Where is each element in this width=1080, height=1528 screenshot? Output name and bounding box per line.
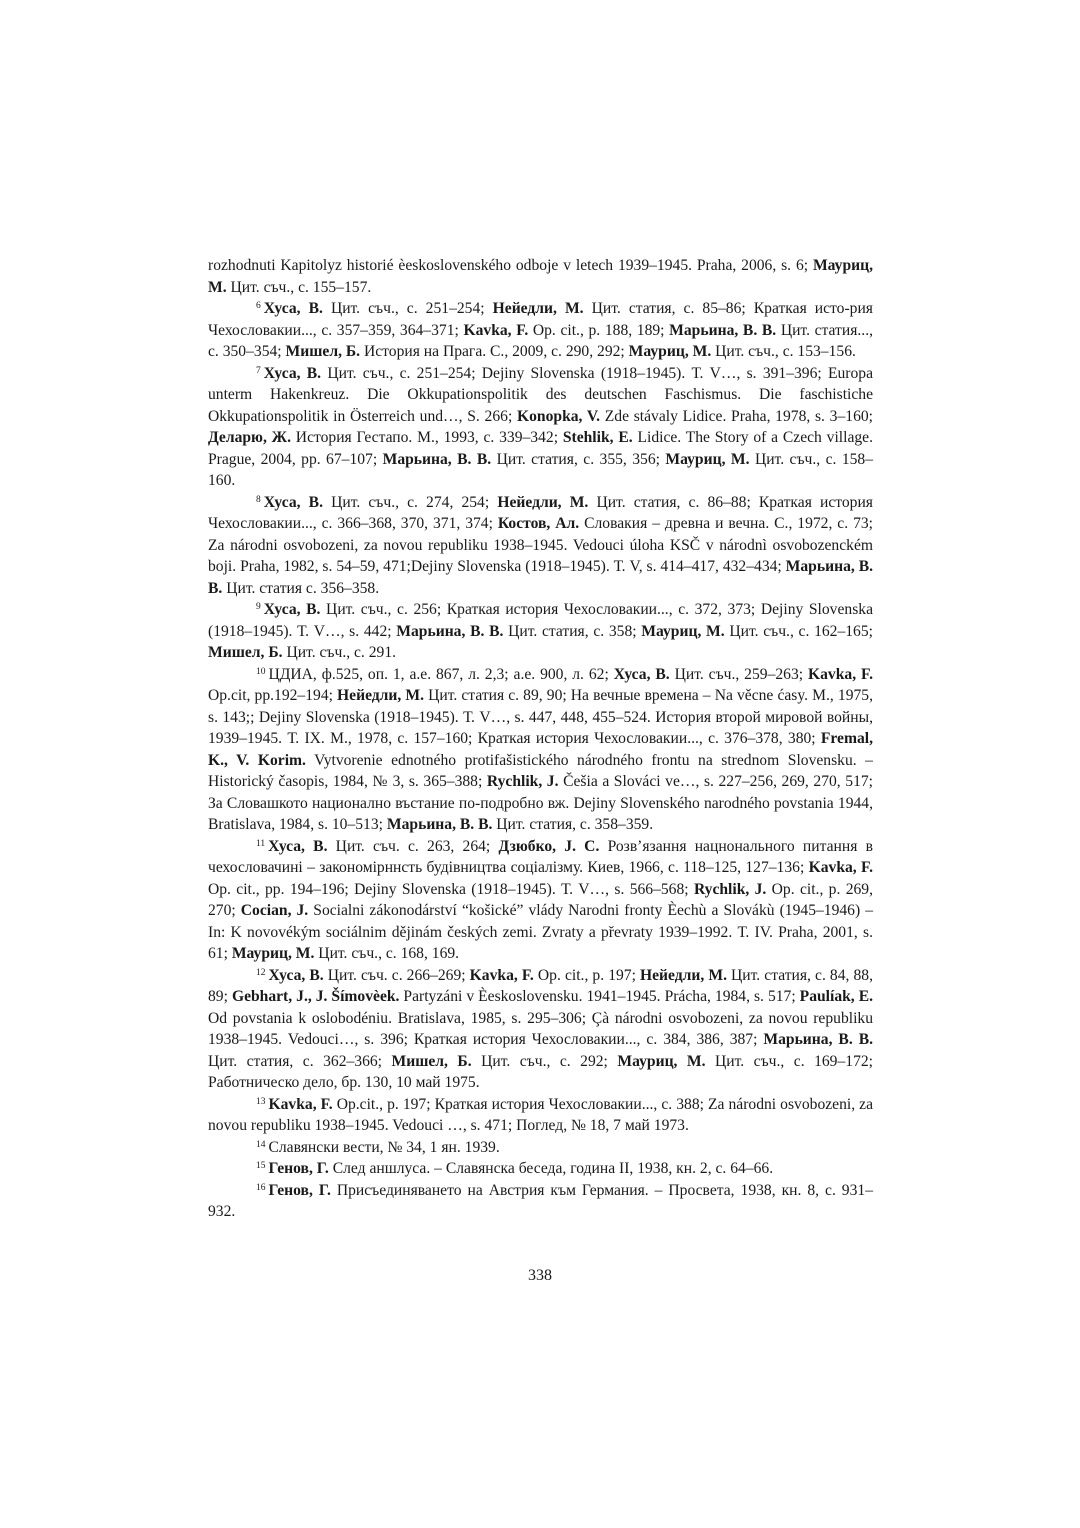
author-name: Kavka, F. — [808, 859, 874, 876]
author-name: Kavka, F. — [268, 1095, 333, 1113]
citation-text: Цит. статия, с. 358–359. — [492, 816, 654, 833]
citation-text: Op. cit., pp. 194–196; Dejiny Slovenska (1918–1945). Т. V…, s. 566–568; — [208, 880, 694, 898]
citation-text: Цит. съч., с. 274, 254; — [322, 493, 498, 511]
author-name: Мауриц, М. — [665, 450, 750, 468]
author-name: Paulíak, E. — [799, 988, 873, 1005]
author-name: Марьина, В. В. — [386, 816, 493, 833]
citation-text: rozhodnuti Kapitolyz historié èeskoslovenského odboje v letech 1939–1945. Praha, 2006, s. 6; — [208, 257, 813, 274]
citation-text: Socialni zákonodárství “košické” vlády Narodni fronty Èechù a Slovákù (1945–1946) – In: K novovékým sociálnim dějinám českých zemi. Zvraty a převraty 1939–1992. Т. IV. Praha, 2001, s. 61; — [208, 902, 874, 962]
citation-text: Цит. съч., с. 292; — [471, 1052, 618, 1070]
author-name: Мауриц, М. — [628, 343, 712, 360]
citation-text: Op.cit, pp.192–194; — [208, 687, 338, 704]
citation-text: Цит. съч., с. 155–157. — [226, 278, 372, 296]
citation-text: Цит. съч., с. 256; Краткая история Чехословакии..., с. 372, 373; Dejiny Slovenska (1918–1945). Т. V…, s. 442; — [208, 601, 873, 640]
footnote-number: 16 — [256, 1182, 266, 1193]
author-name: Мишел, Б. — [391, 1052, 472, 1070]
footnote-number: 7 — [256, 365, 261, 376]
citation-text: Цит. статия..., с. 350–354; — [208, 321, 873, 360]
author-name: Марьина, В. В. — [396, 622, 504, 640]
footnote-8 — [208, 492, 873, 600]
author-name: Марьина, В. В. — [763, 1031, 873, 1048]
footnote-number: 10 — [256, 666, 266, 677]
citation-text: ЦДИА, ф.525, оп. 1, а.е. 867, л. 2,3; а.е. 900, л. 62; — [268, 665, 614, 683]
citation-text: Цит. съч., с. 291. — [282, 644, 397, 661]
citation-text: Цит. статия, с. 85–86; Краткая исто-рия Чехословакии..., с. 357–359, 364–371; — [208, 300, 873, 339]
citation-text: История на Прага. С., 2009, с. 290, 292; — [360, 343, 629, 360]
author-name: Хуса, В. — [268, 966, 324, 984]
citation-text: Op.cit., p. 197; Краткая история Чехословакии..., с. 388; Za národni osvobozeni, za novou republiku 1938–1945. Vedouci …, s. 471; Поглед, № 18, 7 май 1973. — [208, 1095, 873, 1134]
author-name: Марьина, В. В. — [669, 321, 777, 339]
footnote-continuation — [208, 255, 873, 298]
citation-text: Присъединяването на Австрия към Германия. – Просвета, 1938, кн. 8, с. 931–932. — [208, 1181, 873, 1220]
author-name: Мишел, Б. — [208, 644, 283, 661]
author-name: Хуса, В. — [263, 493, 323, 511]
author-name: Генов, Г. — [268, 1181, 331, 1199]
citation-text: Цит. съч., с. 168, 169. — [314, 945, 460, 962]
author-name: Хуса, В. — [268, 837, 328, 855]
author-name: Деларю, Ж. — [208, 429, 291, 446]
citation-text: Цит. статия с. 356–358. — [222, 579, 380, 597]
footnote-15 — [208, 1158, 873, 1180]
author-name: Мауриц, М. — [641, 622, 725, 640]
footnotes-block — [208, 255, 873, 1223]
footnote-number: 8 — [256, 494, 261, 505]
citation-text: Zde stávaly Lidice. Praha, 1978, s. 3–160; — [600, 407, 873, 425]
footnote-number: 13 — [256, 1096, 266, 1107]
author-name: Мауриц, М. — [231, 945, 315, 962]
author-name: Генов, Г. — [268, 1160, 329, 1177]
citation-text: Цит. статия, с. 84, 88, 89; — [208, 966, 873, 1005]
footnote-16 — [208, 1180, 873, 1223]
author-name: Мауриц, М. — [208, 257, 873, 296]
footnote-10 — [208, 664, 873, 836]
citation-text: Op. cit., p. 269, 270; — [208, 880, 873, 919]
author-name: Stehlik, E. — [562, 429, 633, 446]
citation-text: След аншлуса. – Славянска беседа, година II, 1938, кн. 2, с. 64–66. — [328, 1160, 774, 1177]
author-name: Rychlik, J. — [693, 880, 767, 898]
author-name: Хуса, В. — [263, 300, 323, 317]
author-name: Нейедли, М. — [497, 493, 589, 511]
author-name: Нейедли, М. — [337, 687, 425, 704]
author-name: Нейедли, М. — [492, 300, 584, 317]
citation-text: Цит. статия, с. 86–88; Краткая история Чехословакии..., с. 366–368, 370, 371, 374; — [208, 493, 873, 532]
footnote-6 — [208, 298, 873, 363]
footnote-number: 6 — [256, 301, 261, 311]
author-name: Kavka, F. — [469, 966, 534, 984]
author-name: Kavka, F. — [463, 321, 529, 339]
footnote-11 — [208, 836, 873, 965]
footnote-13 — [208, 1094, 873, 1137]
citation-text: Vytvorenie ednotného protifašistického národného frontu na stredn᧐m Slovensku. – Historický časopis, 1984, № 3, s. 365–388; — [208, 751, 873, 790]
citation-text: Od povstania k oslobodéniu. Bratislava, 1985, s. 295–306; Çà národni osvobozeni, za novou republiku 1938–1945. Vedouci…, s. 396; Краткая история Чехословакии..., с. 384, 386, 387; — [208, 1009, 873, 1048]
author-name: Kavka, F. — [808, 665, 873, 683]
author-name: Gebhart, J., J. Šímovèek. — [231, 988, 400, 1005]
citation-text: Цит. съч., с. 153–156. — [711, 343, 856, 360]
citation-text: Цит. съч., с. 251–254; Dejiny Slovenska (1918–1945). Т. V…, s. 391–396; Europa unterm Hakenkreuz. Die Okkupationspolitik des deutschen Faschismus. Die faschistiche Okkupationspolitik in Österreich und…, S. 266; — [208, 364, 873, 425]
page-number: 338 — [528, 1267, 552, 1284]
author-name: Мауриц, М. — [617, 1052, 706, 1070]
author-name: Мишел, Б. — [285, 343, 361, 360]
author-name: Rychlik, J. — [486, 773, 559, 790]
citation-text: Цит. съч., с. 169–172; Работническо дело, бр. 130, 10 май 1975. — [208, 1052, 874, 1091]
author-name: Konopka, V. — [517, 407, 601, 425]
footnote-number: 9 — [256, 602, 261, 612]
author-name: Марьина, В. В. — [208, 558, 873, 597]
citation-text: История Гестапо. М., 1993, с. 339–342; — [291, 429, 563, 446]
footnote-number: 15 — [256, 1161, 266, 1171]
citation-text: Цит. статия, с. 358; — [503, 622, 642, 640]
author-name: Дзюбко, J. C. — [498, 837, 600, 855]
author-name: Fremal, K., V. Korim. — [208, 730, 873, 769]
footnote-12 — [208, 965, 873, 1094]
citation-text: Op. cit., p. 197; — [533, 966, 640, 984]
footnote-9 — [208, 599, 873, 664]
citation-text: Цит. статия с. 89, 90; На вечные времена – Na věcne ćasy. М., 1975, s. 143;; Dejiny Slovenska (1918–1945). Т. V…, s. 447, 448, 455–524. История второй мировой войны, 1939–1945. Т. IX. М., 1978, с. 157–160; Краткая история Чехословакии..., с. 376–378, 380; — [208, 687, 873, 747]
citation-text: Цит. съч., 259–263; — [669, 665, 808, 683]
footnote-number: 12 — [256, 967, 266, 978]
citation-text: Цит. съч., с. 162–165; — [724, 622, 873, 640]
citation-text: Цит. съч. с. 263, 264; — [327, 837, 499, 855]
citation-text: Цит. статия, с. 362–366; — [208, 1052, 392, 1070]
footnote-number: 11 — [256, 838, 266, 849]
citation-text: Цит. съч. с. 266–269; — [323, 966, 470, 984]
footnote-7 — [208, 363, 873, 492]
citation-text: Op. cit., p. 188, 189; — [528, 321, 670, 339]
citation-text: Цит. съч., с. 251–254; — [322, 300, 493, 317]
citation-text: Partyzáni v Èeskoslovensku. 1941–1945. Prácha, 1984, s. 517; — [399, 988, 800, 1005]
citation-text: Цит. статия, с. 355, 356; — [491, 450, 666, 468]
citation-text: Цит. съч., с. 158–160. — [208, 450, 874, 489]
footnote-number: 14 — [256, 1139, 266, 1150]
author-name: Костов, Ал. — [497, 515, 580, 532]
author-name: Нейедли, М. — [640, 966, 727, 984]
author-name: Марьина, В. В. — [382, 450, 492, 468]
author-name: Хуса, В. — [613, 665, 670, 683]
citation-text: Славянски вести, № 34, 1 ян. 1939. — [268, 1138, 500, 1156]
author-name: Хуса, В. — [263, 364, 322, 382]
citation-text: Češia a Slováci ve…, s. 227–256, 269, 270, 517; За Словашкото национално въстание по-подробно вж. Dejiny Slovenského narodného povstania 1944, Bratislava, 1984, s. 10–513; — [208, 773, 873, 833]
citation-text: Lidice. The Story of a Czech village. Prague, 2004, pp. 67–107; — [208, 429, 873, 468]
author-name: Хуса, В. — [263, 601, 321, 618]
citation-text: Розв’язання нацнонального питання в чехословачині – закономірннсть будівництва соціалізму. Киев, 1966, с. 118–125, 127–136; — [208, 837, 873, 876]
footnote-14 — [208, 1137, 873, 1159]
citation-text: Словакия – древна и вечна. С., 1972, с. 73; Za národni osvobozeni, za novou republiku 1938–1945. Vedouci úloha KSČ v národnì osvobozenckém boji. Praha, 1982, s. 54–59, 471;Dejiny Slovenska (1918–1945). Т. V, s. 414–417, 432–434; — [208, 515, 873, 575]
author-name: Cocian, J. — [240, 902, 309, 919]
